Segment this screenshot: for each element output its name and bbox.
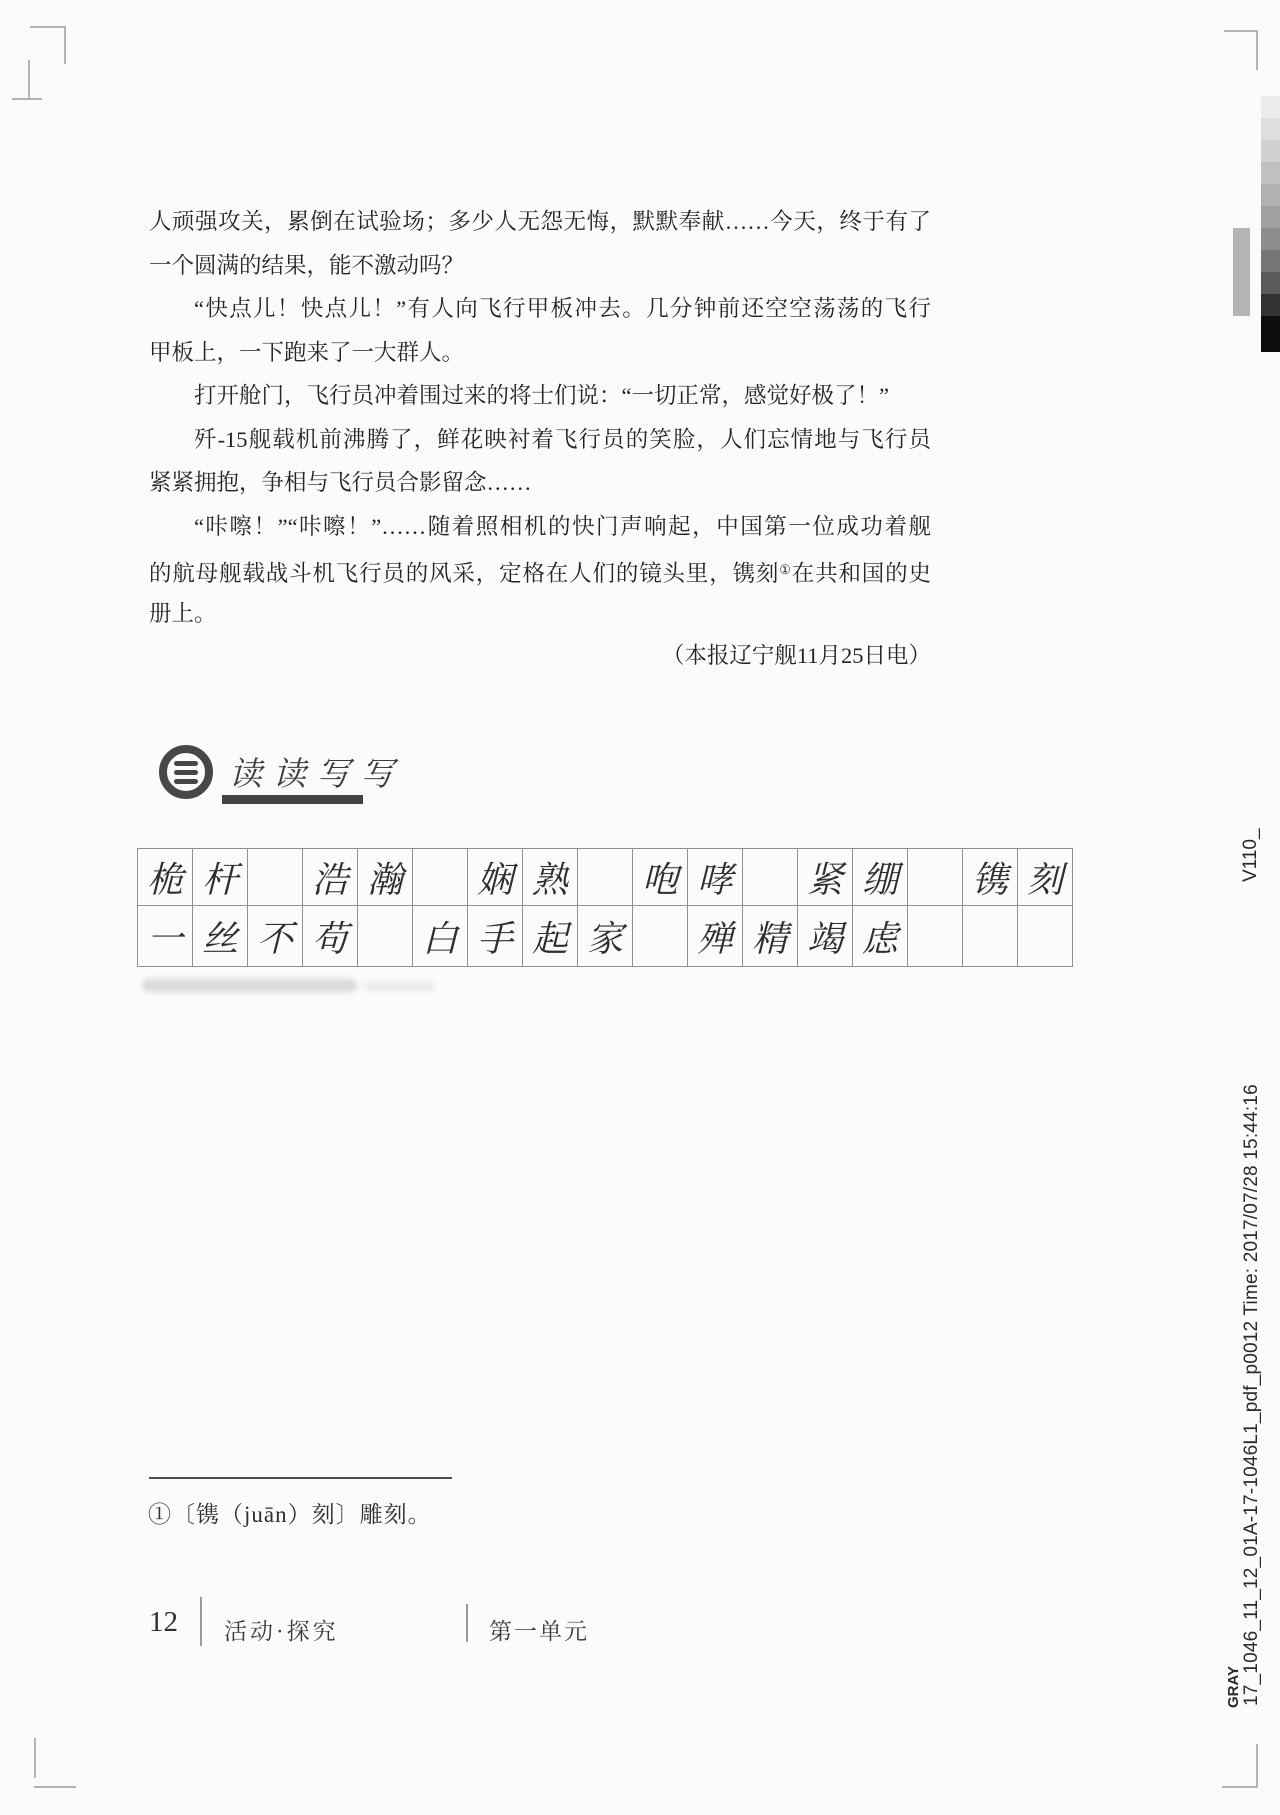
word-cell: 刻	[1018, 849, 1073, 906]
grayscale-step	[1261, 272, 1280, 294]
text-run: 紧紧拥抱，争相与飞行员合影留念……	[149, 470, 532, 495]
crop-mark-top-left	[28, 60, 30, 100]
word-cell: 桅	[138, 849, 193, 906]
margin-imprint: 17_1046_11_12_01A-17-1046L1_pdf_p0012 Time: 2017/07/28 15:44:16	[1241, 1084, 1262, 1706]
scan-smudge	[365, 982, 435, 991]
text-run: 一个圆满的结果，能不激动吗？	[149, 252, 465, 278]
text-run: “咔嚓！”“咔嚓！”……随着照相机的快门声响起，中国第一位成功着舰	[194, 513, 931, 539]
text-run: 歼-15舰载机前沸腾了，鲜花映衬着飞行员的笑脸，人们忘情地与飞行员	[194, 426, 931, 452]
scan-smudge	[142, 979, 357, 992]
empty-cell	[248, 849, 303, 906]
word-grid	[137, 848, 1073, 967]
grayscale-step	[1261, 206, 1280, 228]
footnote-rule	[149, 1477, 452, 1479]
word-cell: 虑	[853, 906, 908, 967]
empty-cell	[413, 849, 468, 906]
grayscale-step	[1261, 294, 1280, 316]
empty-cell	[908, 906, 963, 967]
gray-calibration-block	[1233, 228, 1250, 316]
body-line	[149, 244, 931, 288]
margin-gray-label: GRAY	[1225, 1666, 1242, 1708]
word-cell: 家	[578, 906, 633, 967]
word-cell: 丝	[193, 906, 248, 967]
word-cell: 竭	[798, 906, 853, 967]
byline: （本报辽宁舰11月25日电）	[661, 643, 931, 668]
grayscale-calibration-bar	[1261, 96, 1280, 352]
word-cell: 绷	[853, 849, 908, 906]
page-number: 12	[149, 1606, 178, 1638]
text-run: 打开舱门，飞行员冲着围过来的将士们说：“一切正常，感觉好极了！”	[194, 383, 889, 408]
word-cell: 手	[468, 906, 523, 967]
footer-activity-label: 活动·探究	[224, 1619, 339, 1644]
crop-mark-top-right	[1224, 30, 1258, 32]
word-cell: 一	[138, 906, 193, 967]
word-cell: 紧	[798, 849, 853, 906]
word-cell: 咆	[633, 849, 688, 906]
word-cell: 浩	[303, 849, 358, 906]
body-line	[149, 287, 931, 331]
body-line	[149, 548, 931, 592]
grayscale-step	[1261, 184, 1280, 206]
word-cell: 杆	[193, 849, 248, 906]
word-cell: 瀚	[358, 849, 413, 906]
crop-mark-bottom-left	[34, 1738, 36, 1778]
text-run: 人顽强攻关，累倒在试验场；多少人无怨无悔，默默奉献……今天，终于有了	[149, 209, 931, 234]
word-cell: 哮	[688, 849, 743, 906]
body-line	[149, 505, 931, 549]
crop-mark-bottom-right	[1256, 1744, 1258, 1788]
grayscale-step	[1261, 228, 1280, 250]
body-line	[149, 200, 931, 244]
body-line	[149, 418, 931, 462]
footer-divider	[200, 1597, 202, 1646]
grayscale-step	[1261, 250, 1280, 272]
empty-cell	[633, 906, 688, 967]
word-cell: 熟	[523, 849, 578, 906]
empty-cell	[743, 849, 798, 906]
footnote-text: ①〔镌（juān）刻〕雕刻。	[148, 1502, 432, 1527]
text-run: 甲板上，一下跑来了一大群人。	[149, 339, 465, 365]
body-line	[149, 461, 931, 505]
word-row	[138, 849, 1073, 906]
grayscale-step	[1261, 316, 1280, 352]
margin-code: V110_	[1240, 828, 1261, 882]
word-cell: 精	[743, 906, 798, 967]
grayscale-step	[1261, 96, 1280, 118]
word-cell: 白	[413, 906, 468, 967]
empty-cell	[578, 849, 633, 906]
empty-cell	[908, 849, 963, 906]
menu-lines-icon	[159, 745, 213, 799]
empty-cell	[963, 906, 1018, 967]
word-cell: 起	[523, 906, 578, 967]
word-grid-body	[138, 849, 1073, 967]
body-text	[149, 200, 931, 635]
body-line	[149, 331, 931, 375]
icon-bar	[174, 779, 198, 784]
word-cell: 镌	[963, 849, 1018, 906]
footer-divider	[466, 1604, 468, 1642]
empty-cell	[358, 906, 413, 967]
crop-mark-top-left	[64, 26, 66, 64]
text-run: 在共和国的史	[791, 561, 931, 586]
footer-unit-label: 第一单元	[489, 1619, 589, 1644]
grayscale-step	[1261, 162, 1280, 184]
word-row	[138, 906, 1073, 967]
text-run: 册上。	[149, 600, 217, 626]
footnote-ref: ①	[779, 562, 792, 577]
empty-cell	[1018, 906, 1073, 967]
word-cell: 娴	[468, 849, 523, 906]
section-title: 读读写写	[229, 757, 405, 793]
word-cell: 苟	[303, 906, 358, 967]
word-cell: 不	[248, 906, 303, 967]
text-run: “快点儿！快点儿！”有人向飞行甲板冲去。几分钟前还空空荡荡的飞行	[194, 296, 931, 321]
icon-bar	[174, 761, 198, 766]
grayscale-step	[1261, 118, 1280, 140]
crop-mark-top-left	[12, 98, 42, 100]
crop-mark-bottom-right	[1222, 1786, 1258, 1788]
crop-mark-bottom-left	[34, 1786, 76, 1788]
word-cell: 殚	[688, 906, 743, 967]
body-line	[149, 592, 931, 636]
body-line	[149, 374, 931, 418]
grayscale-step	[1261, 140, 1280, 162]
crop-mark-top-right	[1256, 30, 1258, 70]
crop-mark-top-left	[30, 26, 66, 28]
icon-bar	[174, 770, 198, 775]
section-underline	[222, 795, 363, 804]
text-run: 的航母舰载战斗机飞行员的风采，定格在人们的镜头里，镌刻	[149, 561, 780, 586]
